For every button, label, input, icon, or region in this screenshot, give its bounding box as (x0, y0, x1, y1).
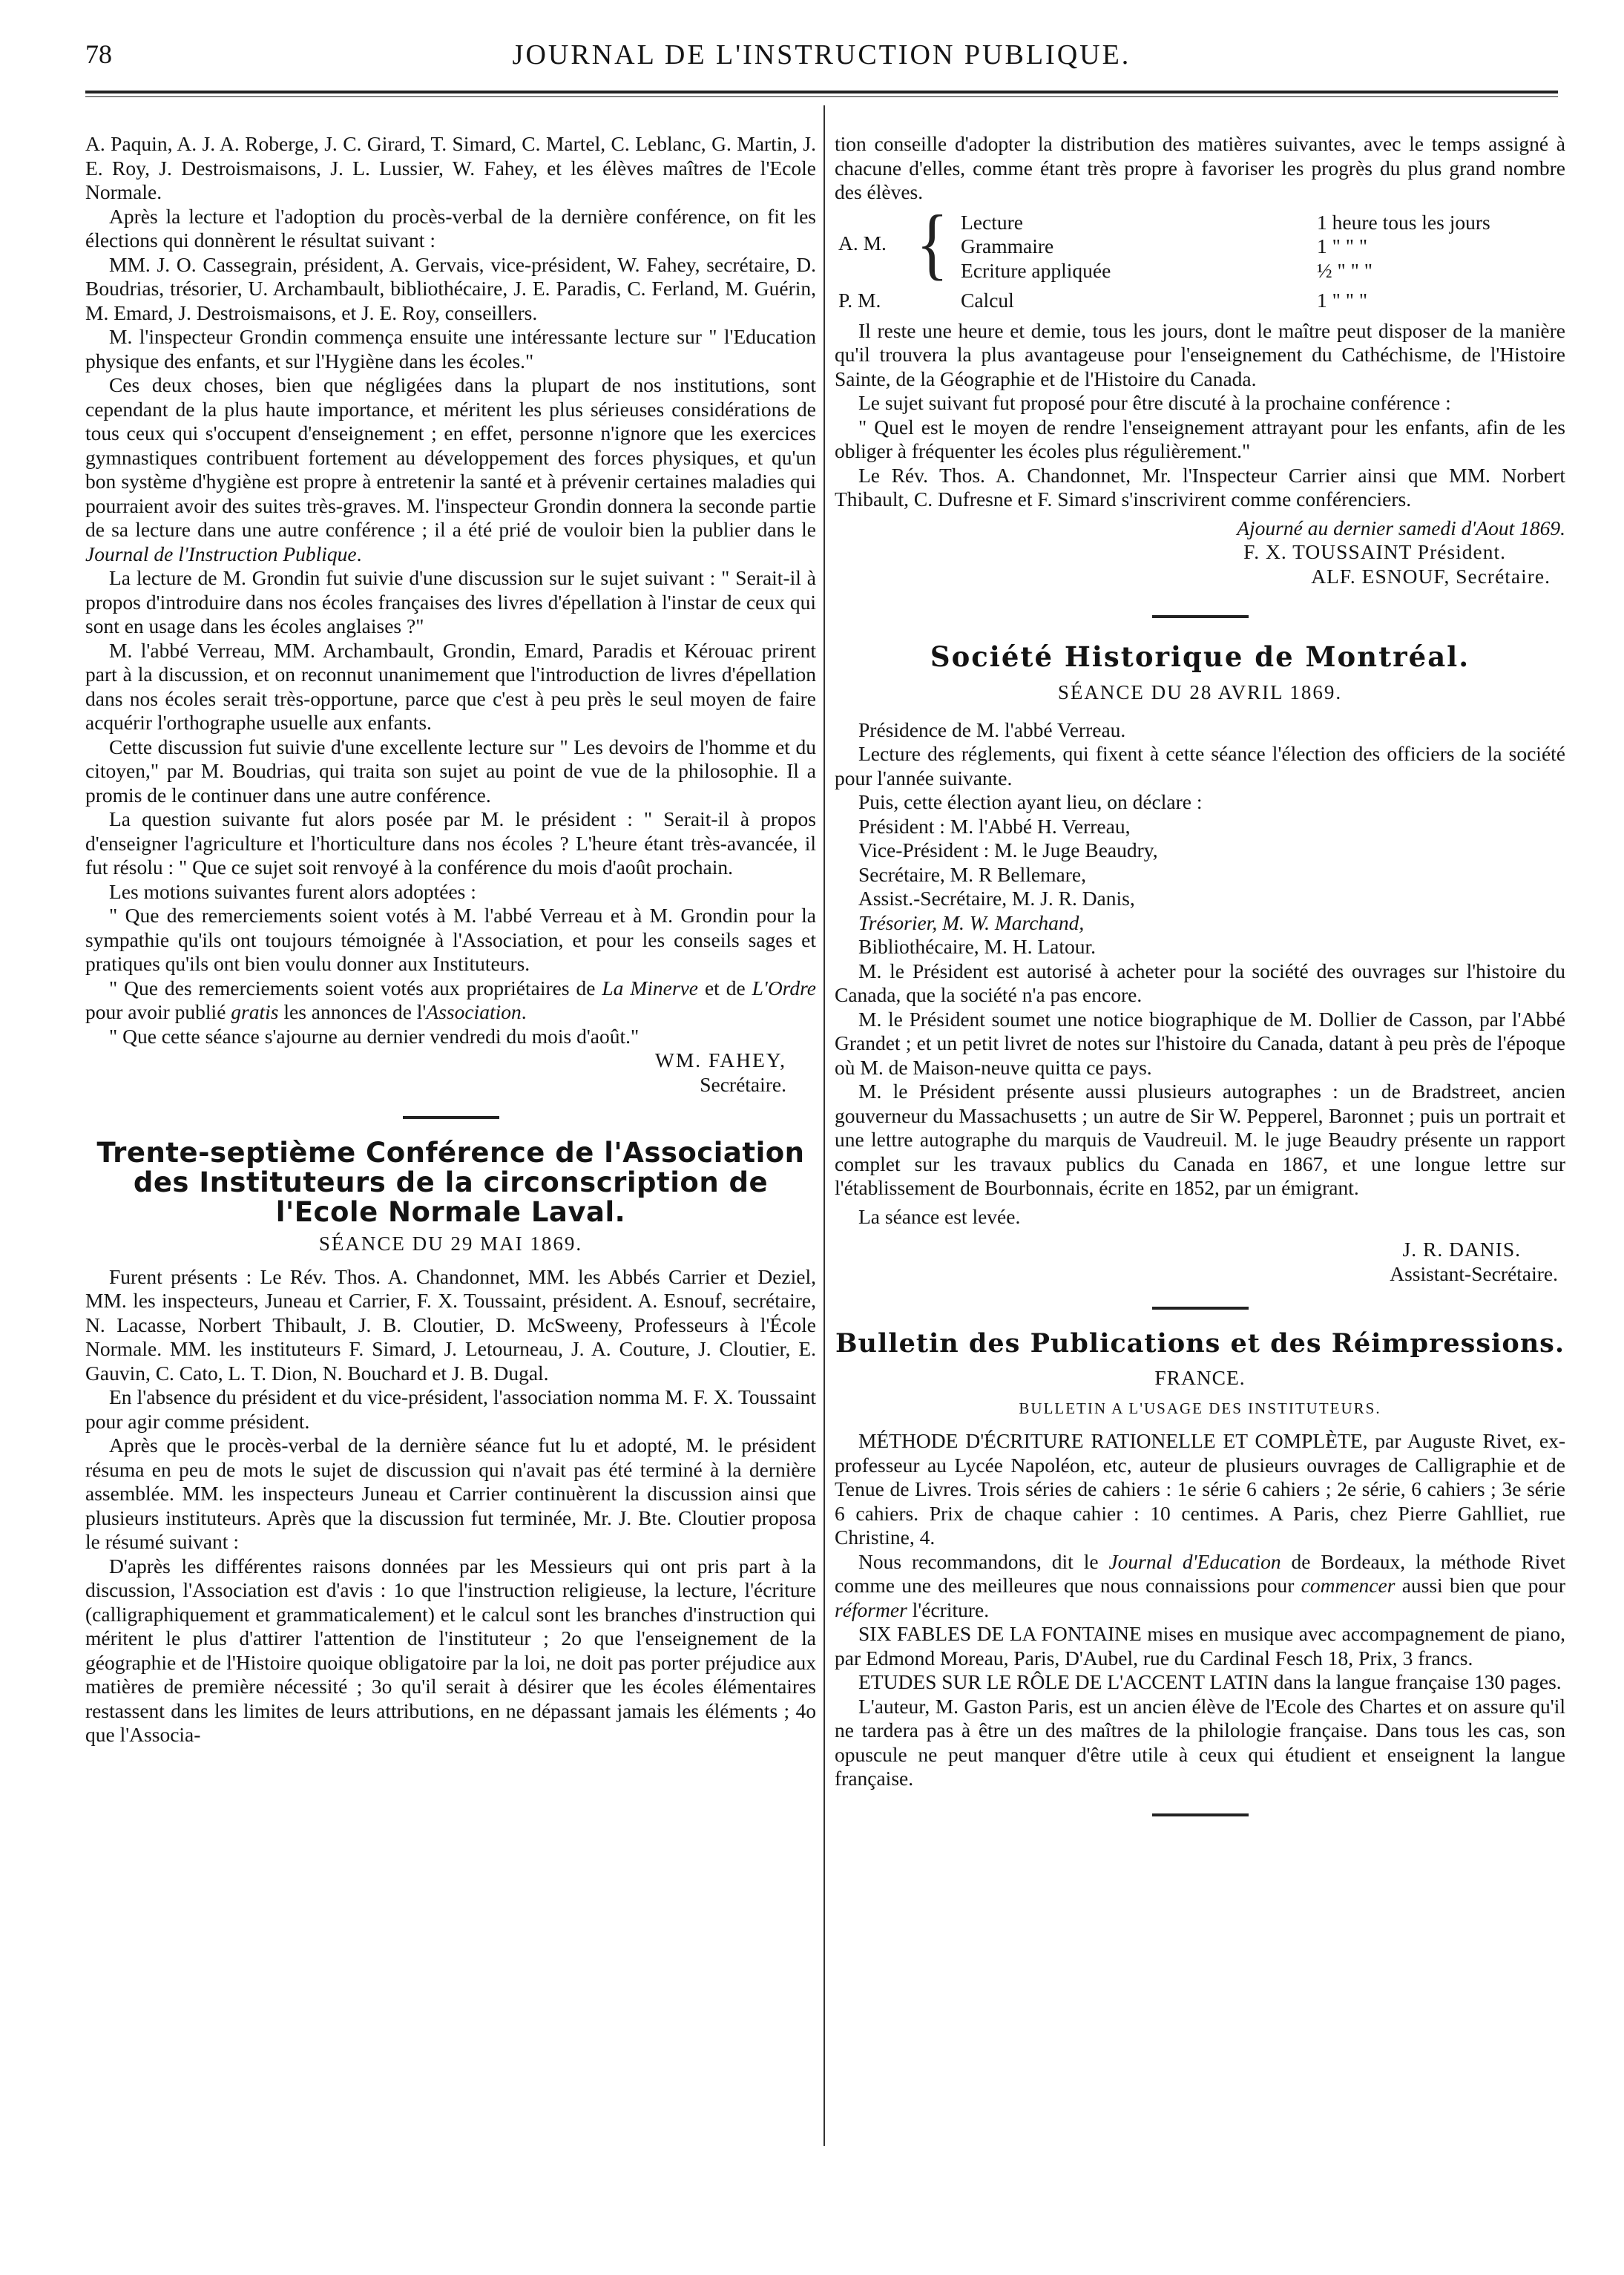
paragraph: Lecture des réglements, qui fixent à cette séance l'élection des officiers de la société pour l'année suivante. (835, 742, 1565, 789)
officer-line: Vice-Président : M. le Juge Beaudry, (858, 838, 1158, 861)
signature-name: J. R. DANIS. (1402, 1238, 1521, 1261)
officer-line: Secrétaire, M. R Bellemare, (858, 862, 1086, 886)
schedule-time: 1 " " " (1317, 234, 1368, 257)
emphasis: gratis (231, 1000, 279, 1023)
paragraph: " Que des remerciements soient votés à M. l'abbé Verreau et à M. Grondin pour la sympathie qu'ils ont toujours témoignée à l'Association, et pour les conseils sages et pratiques qu'ils ont bien voulu donner aux Instituteurs. (85, 904, 816, 975)
paragraph: M. l'inspecteur Grondin commença ensuite une intéressante lecture sur " l'Education physique des enfants, et sur l'Hygiène dans les écoles." (85, 325, 816, 372)
book-title: MÉTHODE D'ÉCRITURE RATIONELLE ET COMPLÈTE (858, 1429, 1363, 1452)
paragraph: tion conseille d'adopter la distribution des matières suivantes, avec le temps assigné à chacune d'elles, comme étant très propre à favoriser les progrès du plus grand nombre des élèves. (835, 132, 1565, 203)
schedule-row (961, 259, 1565, 283)
paragraph: M. le Président soumet une notice biographique de M. Dollier de Casson, par l'Abbé Grandet ; et un petit livret de notes sur l'histoire du Canada, datant à peu près de l'époque où M. de Maison-neuve quitta ce pays. (835, 1007, 1565, 1079)
paragraph: L'auteur, M. Gaston Paris, est un ancien élève de l'Ecole des Chartes et on assure qu'il ne tardera pas à être un des maîtres de la philologie française. Dans tous les cas, son opuscule ne peut manquer d'être utile à ceux qui étudient et enseignent la langue française. (835, 1694, 1565, 1790)
paragraph: En l'absence du président et du vice-président, l'association nomma M. F. X. Toussaint pour agir comme président. (85, 1385, 816, 1433)
journal-title: JOURNAL DE L'INSTRUCTION PUBLIQUE. (512, 39, 1131, 70)
paragraph (835, 1429, 1565, 1550)
schedule-row (961, 289, 1565, 313)
paragraph (835, 1670, 1565, 1695)
text-run: l'écriture. (907, 1598, 990, 1621)
text-run: pour avoir publié (85, 1000, 231, 1023)
left-column (85, 132, 816, 1747)
schedule-pm (835, 289, 1565, 313)
text-run: de Bordeaux, la méthode Rivet comme une des meilleures que nous connaissions pour (835, 1549, 1565, 1597)
section-title: Trente-septième Conférence de l'Association des Instituteurs de la circonscription de l'Ecole Normale Laval. (96, 1137, 805, 1228)
schedule-am (835, 199, 1565, 288)
text-run: . (356, 542, 362, 565)
paragraph: MM. J. O. Cassegrain, président, A. Gervais, vice-président, W. Fahey, secrétaire, D. Boudrias, trésorier, U. Archambault, bibliothécaire, J. E. Paradis, C. Ferland, M. Guérin, M. Emard, J. Destroismaisons, et J. E. Roy, conseillers. (85, 252, 816, 324)
journal-name: Journal de l'Instruction Publique (85, 542, 357, 565)
section-separator (1152, 1813, 1249, 1816)
paragraph: " Quel est le moyen de rendre l'enseignement attrayant pour les enfants, afin de les obliger à fréquenter les écoles plus régulièrement." (835, 415, 1565, 462)
paragraph: Furent présents : Le Rév. Thos. A. Chandonnet, MM. les Abbés Carrier et Deziel, MM. les inspecteurs, Juneau et Carrier, F. X. Toussaint, président. A. Esnouf, secrétaire, N. Lacasse, Norbert Thibault, J. B. Cloutier, D. McSweeny, Professeurs à l'École Normale. MM. les instituteurs F. Simard, J. Letourneau, J. A. Couture, J. Cloutier, E. Gauvin, C. Cato, L. T. Dion, N. Bouchard et J. B. Dugal. (85, 1264, 816, 1385)
section-date: SÉANCE DU 28 AVRIL 1869. (1057, 681, 1343, 703)
paragraph (835, 1622, 1565, 1670)
page-header (85, 39, 1558, 83)
section-title: Société Historique de Montréal. (930, 640, 1470, 673)
paragraph: M. l'abbé Verreau, MM. Archambault, Grondin, Emard, Paradis et Kérouac prirent part à la discussion, et on reconnut unanimement que l'introduction de livres d'épellation dans nos écoles serait très-opportune, parce que c'est à peu près le seul moyen de faire acquérir l'orthographe usuelle aux enfants. (85, 638, 816, 734)
adjournment-text: Ajourné au dernier samedi d'Aout 1869. (1237, 516, 1565, 539)
section-date: SÉANCE DU 29 MAI 1869. (318, 1232, 583, 1255)
text-run: mises en musique avec accompagnement de piano, par Edmond Moreau, Paris, D'Aubel, rue du Cardinal Fesch 18, Prix, 3 francs. (835, 1622, 1565, 1670)
emphasis: réformer (835, 1598, 907, 1621)
header-rule-thin (85, 96, 1558, 97)
schedule-brace: { (916, 199, 949, 288)
paragraph: La séance est levée. (858, 1204, 1021, 1228)
journal-name: Journal d'Education (1108, 1549, 1281, 1573)
paragraph: Présidence de M. l'abbé Verreau. (858, 718, 1126, 741)
officer-line: Trésorier, M. W. Marchand, (858, 910, 1085, 934)
schedule-time: 1 heure tous les jours (1317, 210, 1490, 234)
text-run: Nous recommandons, dit le (858, 1549, 1109, 1573)
text-run: aussi bien que pour (1395, 1574, 1565, 1597)
schedule-time: ½ " " " (1317, 258, 1372, 282)
bulletin-subheading: BULLETIN A L'USAGE DES INSTITUTEURS. (1019, 1399, 1381, 1417)
header-rule (85, 91, 1558, 93)
paragraph (85, 976, 816, 1025)
text-run: et de (698, 976, 752, 999)
country-heading: FRANCE. (1154, 1366, 1246, 1389)
schedule-am-label: A. M. (838, 231, 887, 255)
section-separator (1152, 615, 1249, 618)
text-run: les annonces de l' (278, 1000, 427, 1023)
text-run: " Que des remerciements soient votés aux propriétaires de (109, 976, 602, 999)
paragraph: La lecture de M. Grondin fut suivie d'une discussion sur le sujet suivant : " Serait-il à propos d'introduire dans nos écoles françaises des livres d'épellation à l'instar de ceux qui sont en usage dans les écoles anglaises ?" (85, 566, 816, 637)
paragraph (85, 373, 816, 566)
text-run: . (521, 1000, 527, 1023)
column-divider (823, 105, 825, 2146)
paragraph: Le Rév. Thos. A. Chandonnet, Mr. l'Inspecteur Carrier ainsi que MM. Norbert Thibault, C. Dufresne et F. Simard s'inscrivirent comme conférenciers. (835, 463, 1565, 511)
paragraph: Après que le procès-verbal de la dernière séance fut lu et adopté, M. le président résuma en peu de mots le sujet de discussion qui n'avait pas été terminé à la dernière assemblée. MM. les inspecteurs Juneau et Carrier continuèrent la discussion ainsi que plusieurs instituteurs. Après que la discussion fut terminée, Mr. J. Bte. Cloutier proposa le résumé suivant : (85, 1434, 816, 1553)
signature-president: F. X. TOUSSAINT Président. (1243, 540, 1506, 563)
officer-line: Assist.-Secrétaire, M. J. R. Danis, (858, 887, 1135, 910)
schedule-row (961, 234, 1565, 259)
paragraph: Il reste une heure et demie, tous les jours, dont le maître peut disposer de la manière qu'il trouvera la plus avantageuse pour l'enseignement du Cathéchisme, de l'Histoire Sainte, de la Géographie et de l'Histoire du Canada. (835, 318, 1565, 390)
newspaper-name: L'Ordre (752, 976, 816, 999)
schedule-subject: Lecture (961, 210, 1023, 234)
section-separator (1152, 1307, 1249, 1310)
schedule-table (835, 199, 1565, 313)
paragraph: Le sujet suivant fut proposé pour être discuté à la prochaine conférence : (858, 391, 1451, 414)
paragraph: Après la lecture et l'adoption du procès-verbal de la dernière conférence, on fit les élections qui donnèrent le résultat suivant : (85, 204, 816, 252)
book-title: ETUDES SUR LE RÔLE DE L'ACCENT LATIN (858, 1670, 1269, 1693)
page-number: 78 (85, 39, 112, 69)
emphasis: commencer (1301, 1574, 1395, 1597)
schedule-subject: Calcul (961, 289, 1014, 312)
text-run: , par Auguste Rivet, ex-professeur au Lycée Napoléon, etc, auteur de plusieurs ouvrages de Calligraphie et de Tenue de Livres. Trois séries de cahiers : 1e série 6 cahiers ; 2e série, 6 cahiers ; 3e série 6 cahiers. Prix de chaque cahier : 10 centimes. A Paris, chez Pierre Gahlliet, rue Christine, 4. (835, 1429, 1565, 1549)
signature-secretary: ALF. ESNOUF, Secrétaire. (1311, 564, 1551, 588)
schedule-pm-label: P. M. (838, 289, 881, 312)
schedule-time: 1 " " " (1317, 289, 1368, 312)
right-column (835, 132, 1565, 1833)
paragraph (835, 1550, 1565, 1623)
paragraph: M. le Président est autorisé à acheter pour la société des ouvrages sur l'histoire du Canada, que la société n'a pas encore. (835, 959, 1565, 1006)
officer-line: Bibliothécaire, M. H. Latour. (858, 935, 1096, 958)
section-separator (403, 1116, 499, 1119)
text-run: Ces deux choses, bien que négligées dans la plupart de nos institutions, sont cependant de la plus haute importance, et méritent les plus sérieuses considérations de tous ceux qui s'occupent d'enseignement ; en effet, personne n'ignore que les exercices gymnastiques contribuent fortement au développement des forces physiques, et qu'un bon système d'hygiène est propre à entretenir la santé et à prévenir certaines maladies qui pourraient avoir des suites très-graves. M. l'inspecteur Grondin donnera la seconde partie de sa lecture dans une autre conférence ; il a été prié de vouloir bien la publier dans le (85, 373, 816, 541)
newspaper-name: La Minerve (602, 976, 698, 999)
paragraph: Cette discussion fut suivie d'une excellente lecture sur " Les devoirs de l'homme et du citoyen," par M. Boudrias, qui traita son sujet au point de vue de la philosophie. Il a promis de le continuer dans une autre conférence. (85, 735, 816, 807)
section-title: Bulletin des Publications et des Réimpressions. (835, 1328, 1565, 1359)
signature-title: Secrétaire. (700, 1072, 786, 1096)
schedule-pm-items (961, 289, 1565, 313)
paragraph: A. Paquin, A. J. A. Roberge, J. C. Girard, T. Simard, C. Martel, C. Leblanc, G. Martin, J. E. Roy, J. Destroismaisons, J. L. Lussier, W. Fahey, et les élèves maîtres de l'Ecole Normale. (85, 132, 816, 203)
adjournment-note (835, 516, 1565, 541)
paragraph: D'après les différentes raisons données par les Messieurs qui ont pris part à la discussion, l'Association est d'avis : 1o que l'instruction religieuse, la lecture, l'écriture (calligraphiquement et grammaticalement) et le calcul sont les branches d'instruction qui méritent le plus d'attirer l'attention de l'instituteur ; 2o que l'enseignement de la géographie et de l'Histoire quoique obligatoire par la loi, ne doit pas porter préjudice aux matières de première nécessité ; 3o qu'il serait à désirer que les écoles élémentaires restassent dans les limites de leurs attributions, en ne dépassant jamais les éléments ; 4o que l'Associa- (85, 1554, 816, 1746)
signature-name: WM. FAHEY, (654, 1048, 786, 1071)
emphasis: Association (426, 1000, 522, 1023)
paragraph: M. le Président présente aussi plusieurs autographes : un de Bradstreet, ancien gouverneur du Massachusetts ; un autre de Sir W. Pepperel, Baronnet ; puis un portrait et une lettre autographe du marquis de Vaudreuil. M. le juge Beaudry présente un rapport complet sur les travaux publics du Canada en 1867, et une longue lettre sur l'établissement de Bourbonnais, écrite en 1852, par un émigrant. (835, 1080, 1565, 1199)
schedule-am-items (961, 211, 1565, 283)
paragraph: " Que cette séance s'ajourne au dernier vendredi du mois d'août." (109, 1024, 640, 1048)
schedule-row (961, 211, 1565, 235)
book-title: SIX FABLES DE LA FONTAINE (858, 1622, 1142, 1645)
paragraph: La question suivante fut alors posée par M. le président : " Serait-il à propos d'enseigner l'agriculture et l'horticulture dans nos écoles ? L'heure étant très-avancée, il fut résolu : " Que ce sujet soit renvoyé à la conférence du mois d'août prochain. (85, 807, 816, 879)
text-run: dans la langue française 130 pages. (1268, 1670, 1562, 1693)
schedule-subject: Ecriture appliquée (961, 258, 1111, 282)
paragraph: Les motions suivantes furent alors adoptées : (109, 879, 476, 903)
officer-line: Président : M. l'Abbé H. Verreau, (858, 814, 1131, 838)
schedule-subject: Grammaire (961, 234, 1054, 257)
paragraph: Puis, cette élection ayant lieu, on déclare : (858, 790, 1203, 813)
signature-title: Assistant-Secrétaire. (1390, 1261, 1558, 1285)
